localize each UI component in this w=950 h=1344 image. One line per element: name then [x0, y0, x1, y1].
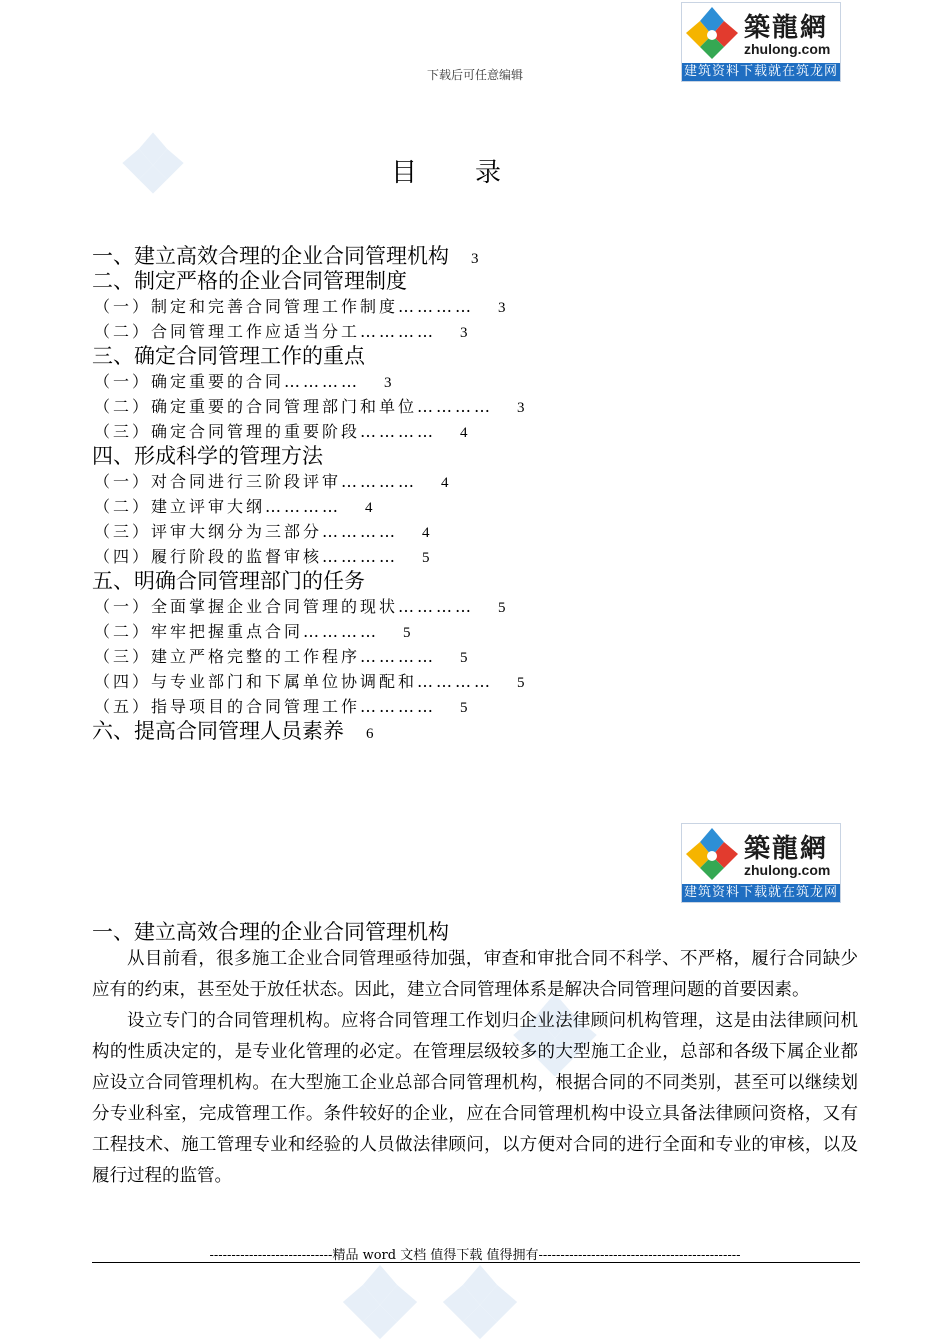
toc-entry-page: 4	[422, 525, 430, 541]
footer-rule	[92, 1262, 860, 1263]
toc-entry-text: （四）与专业部门和下属单位协调配和…………	[94, 672, 494, 691]
toc-entry-text: 二、制定严格的企业合同管理制度	[92, 269, 407, 293]
toc-entry[interactable]	[92, 569, 852, 594]
logo-brand: 築龍網	[744, 834, 829, 864]
toc-entry[interactable]	[92, 444, 852, 469]
toc-entry-text: （三）建立严格完整的工作程序…………	[94, 647, 437, 666]
toc-entry[interactable]	[92, 319, 852, 344]
logo-slogan: 建筑资料下载就在筑龙网	[683, 885, 838, 900]
watermark-icon	[440, 1262, 520, 1342]
toc-entry-page: 5	[460, 700, 468, 716]
zhulong-logo-icon	[684, 826, 740, 882]
toc-entry-page: 5	[403, 625, 411, 641]
toc-entry[interactable]	[92, 344, 852, 369]
toc-entry[interactable]	[92, 294, 852, 319]
toc-entry[interactable]	[92, 369, 852, 394]
toc-entry-page: 3	[517, 400, 525, 416]
toc-entry-page: 6	[366, 726, 374, 742]
toc-entry-text: 三、确定合同管理工作的重点	[92, 344, 365, 368]
zhulong-logo-icon	[684, 5, 740, 61]
toc-entry-text: （四）履行阶段的监督审核…………	[94, 547, 399, 566]
toc-entry[interactable]	[92, 669, 852, 694]
toc-entry[interactable]	[92, 394, 852, 419]
section-heading: 一、建立高效合理的企业合同管理机构	[92, 920, 449, 944]
toc-entry[interactable]	[92, 694, 852, 719]
toc-entry[interactable]	[92, 519, 852, 544]
toc-entry-page: 3	[460, 325, 468, 341]
toc-entry-page: 4	[460, 425, 468, 441]
toc-entry-text: （一）全面掌握企业合同管理的现状…………	[94, 597, 475, 616]
toc-entry-page: 5	[460, 650, 468, 666]
toc-entry-text: （一）确定重要的合同…………	[94, 372, 361, 391]
zhulong-logo	[681, 2, 841, 82]
toc-entry-page: 5	[517, 675, 525, 691]
logo-domain: zhulong.com	[744, 41, 831, 57]
toc-entry[interactable]	[92, 269, 852, 294]
toc-entry-page: 3	[384, 375, 392, 391]
toc-entry-text: （二）合同管理工作应适当分工…………	[94, 322, 437, 341]
table-of-contents	[92, 244, 852, 744]
toc-entry-text: 六、提高合同管理人员素养	[92, 719, 344, 743]
toc-entry-text: （三）确定合同管理的重要阶段…………	[94, 422, 437, 441]
toc-entry-page: 3	[471, 251, 479, 267]
toc-entry-text: （一）制定和完善合同管理工作制度…………	[94, 297, 475, 316]
toc-entry-text: （二）牢牢把握重点合同…………	[94, 622, 380, 641]
toc-entry-text: （五）指导项目的合同管理工作…………	[94, 697, 437, 716]
toc-entry[interactable]	[92, 619, 852, 644]
toc-entry-text: （三）评审大纲分为三部分…………	[94, 522, 399, 541]
toc-entry[interactable]	[92, 719, 852, 744]
toc-entry-text: 一、建立高效合理的企业合同管理机构	[92, 244, 449, 268]
watermark-icon	[340, 1262, 420, 1342]
paragraph: 从目前看，很多施工企业合同管理亟待加强，审查和审批合同不科学、不严格，履行合同缺少应有的约束，甚至处于放任状态。因此，建立合同管理体系是解决合同管理问题的首要因素。	[92, 949, 858, 1000]
zhulong-logo	[681, 823, 841, 903]
toc-entry-page: 4	[365, 500, 373, 516]
footer-text: ----------------------------精品 word 文档 值得下载 值得拥有----------------------------------------------	[209, 1248, 741, 1263]
toc-entry[interactable]	[92, 469, 852, 494]
section-body	[92, 944, 858, 1192]
header-note: 下载后可任意编辑	[426, 68, 523, 82]
logo-domain: zhulong.com	[744, 862, 831, 878]
toc-entry-text: （二）建立评审大纲…………	[94, 497, 342, 516]
toc-entry-text: （二）确定重要的合同管理部门和单位…………	[94, 397, 494, 416]
toc-title: 目录	[390, 158, 559, 188]
toc-entry-page: 3	[498, 300, 506, 316]
logo-slogan: 建筑资料下载就在筑龙网	[683, 64, 838, 79]
toc-entry-page: 5	[422, 550, 430, 566]
paragraph: 设立专门的合同管理机构。应将合同管理工作划归企业法律顾问机构管理，这是由法律顾问机构的性质决定的，是专业化管理的必定。在管理层级较多的大型施工企业，总部和各级下属企业都应设立合同管理机构。在大型施工企业总部合同管理机构，根据合同的不同类别，甚至可以继续划分专业科室，完成管理工作。条件较好的企业，应在合同管理机构中设立具备法律顾问资格，又有工程技术、施工管理专业和经验的人员做法律顾问，以方便对合同的进行全面和专业的审核，以及履行过程的监管。	[92, 1011, 858, 1186]
toc-entry-page: 5	[498, 600, 506, 616]
toc-entry-text: 五、明确合同管理部门的任务	[92, 569, 365, 593]
toc-entry[interactable]	[92, 544, 852, 569]
toc-entry-text: 四、形成科学的管理方法	[92, 444, 323, 468]
toc-entry-page: 4	[441, 475, 449, 491]
toc-entry[interactable]	[92, 419, 852, 444]
toc-entry[interactable]	[92, 494, 852, 519]
toc-entry[interactable]	[92, 244, 852, 269]
toc-entry-text: （一）对合同进行三阶段评审…………	[94, 472, 418, 491]
toc-entry[interactable]	[92, 644, 852, 669]
logo-brand: 築龍網	[744, 13, 829, 43]
toc-entry[interactable]	[92, 594, 852, 619]
